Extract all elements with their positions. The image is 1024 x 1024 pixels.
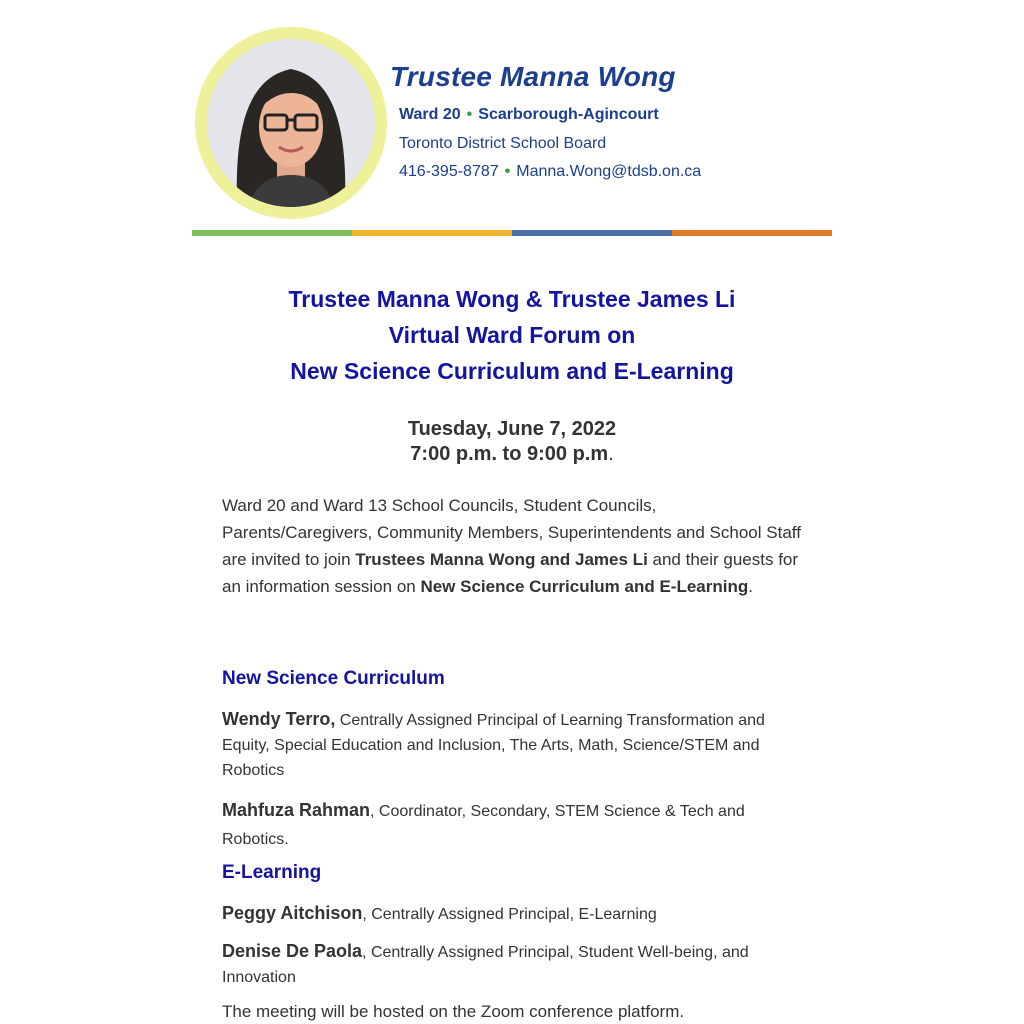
zoom-note: The meeting will be hosted on the Zoom conference platform.	[222, 1002, 685, 1021]
event-time-line	[192, 442, 832, 467]
avatar-ring	[195, 27, 387, 219]
speaker-name: Mahfuza Rahman	[222, 800, 371, 820]
event-title	[192, 281, 832, 389]
speaker-entry	[222, 939, 807, 990]
ward-area: Scarborough-Agincourt	[478, 106, 659, 123]
ward-number: Ward 20	[399, 106, 461, 123]
speaker-entry	[222, 901, 807, 927]
speaker-name: Peggy Aitchison	[222, 903, 363, 923]
separator-dot: •	[466, 106, 473, 123]
section-title-science: New Science Curriculum	[222, 668, 445, 689]
section-title-elearning: E-Learning	[222, 862, 322, 883]
intro-bold-topic: New Science Curriculum and E-Learning	[420, 577, 749, 596]
event-title-line: Trustee Manna Wong & Trustee James Li	[288, 286, 736, 312]
intro-text: Ward 20 and Ward 13 School Councils, Student Councils, Parents/Caregivers, Community Members, Superintendents and School Staff are invited to join	[222, 496, 801, 569]
separator-dot: •	[504, 163, 511, 180]
speaker-role: , Coordinator, Secondary, STEM Science & Tech and Robotics.	[222, 803, 745, 848]
contact-line	[399, 163, 701, 181]
speaker-entry	[222, 796, 807, 854]
speaker-role: , Centrally Assigned Principal, Student Well-being, and Innovation	[222, 944, 749, 986]
email-link[interactable]: Manna.Wong@tdsb.on.ca	[516, 163, 702, 180]
event-date: Tuesday, June 7, 2022	[407, 418, 617, 440]
avatar	[207, 39, 375, 207]
speaker-role: , Centrally Assigned Principal, E-Learning	[362, 906, 657, 923]
phone-number: 416-395-8787	[399, 163, 499, 180]
event-datetime	[192, 417, 832, 467]
ward-line	[399, 106, 659, 124]
trustee-name: Trustee Manna Wong	[390, 61, 676, 92]
color-bar-orange	[672, 230, 832, 236]
speaker-entry	[222, 707, 807, 783]
event-title-line: Virtual Ward Forum on	[388, 322, 636, 348]
event-time: 7:00 p.m. to 9:00 p.m	[410, 443, 609, 465]
trustee-header	[192, 26, 832, 238]
intro-bold-trustees: Trustees Manna Wong and James Li	[355, 550, 648, 569]
speaker-role: Centrally Assigned Principal of Learning Transformation and Equity, Special Education and Inclusion, The Arts, Math, Science/STEM and Robotics	[222, 712, 765, 779]
speaker-name: Wendy Terro,	[222, 709, 336, 729]
intro-text: .	[748, 577, 753, 596]
color-bar-blue	[512, 230, 672, 236]
event-title-line: New Science Curriculum and E-Learning	[290, 358, 734, 384]
color-bar-green	[192, 230, 352, 236]
portrait-image	[207, 39, 375, 207]
speaker-name: Denise De Paola	[222, 941, 363, 961]
color-bar-yellow	[352, 230, 512, 236]
event-time-period: .	[608, 443, 614, 465]
intro-text: and their guests for an information session on	[222, 550, 799, 596]
color-bar	[192, 230, 832, 236]
school-board: Toronto District School Board	[399, 135, 607, 152]
intro-paragraph	[222, 492, 807, 600]
